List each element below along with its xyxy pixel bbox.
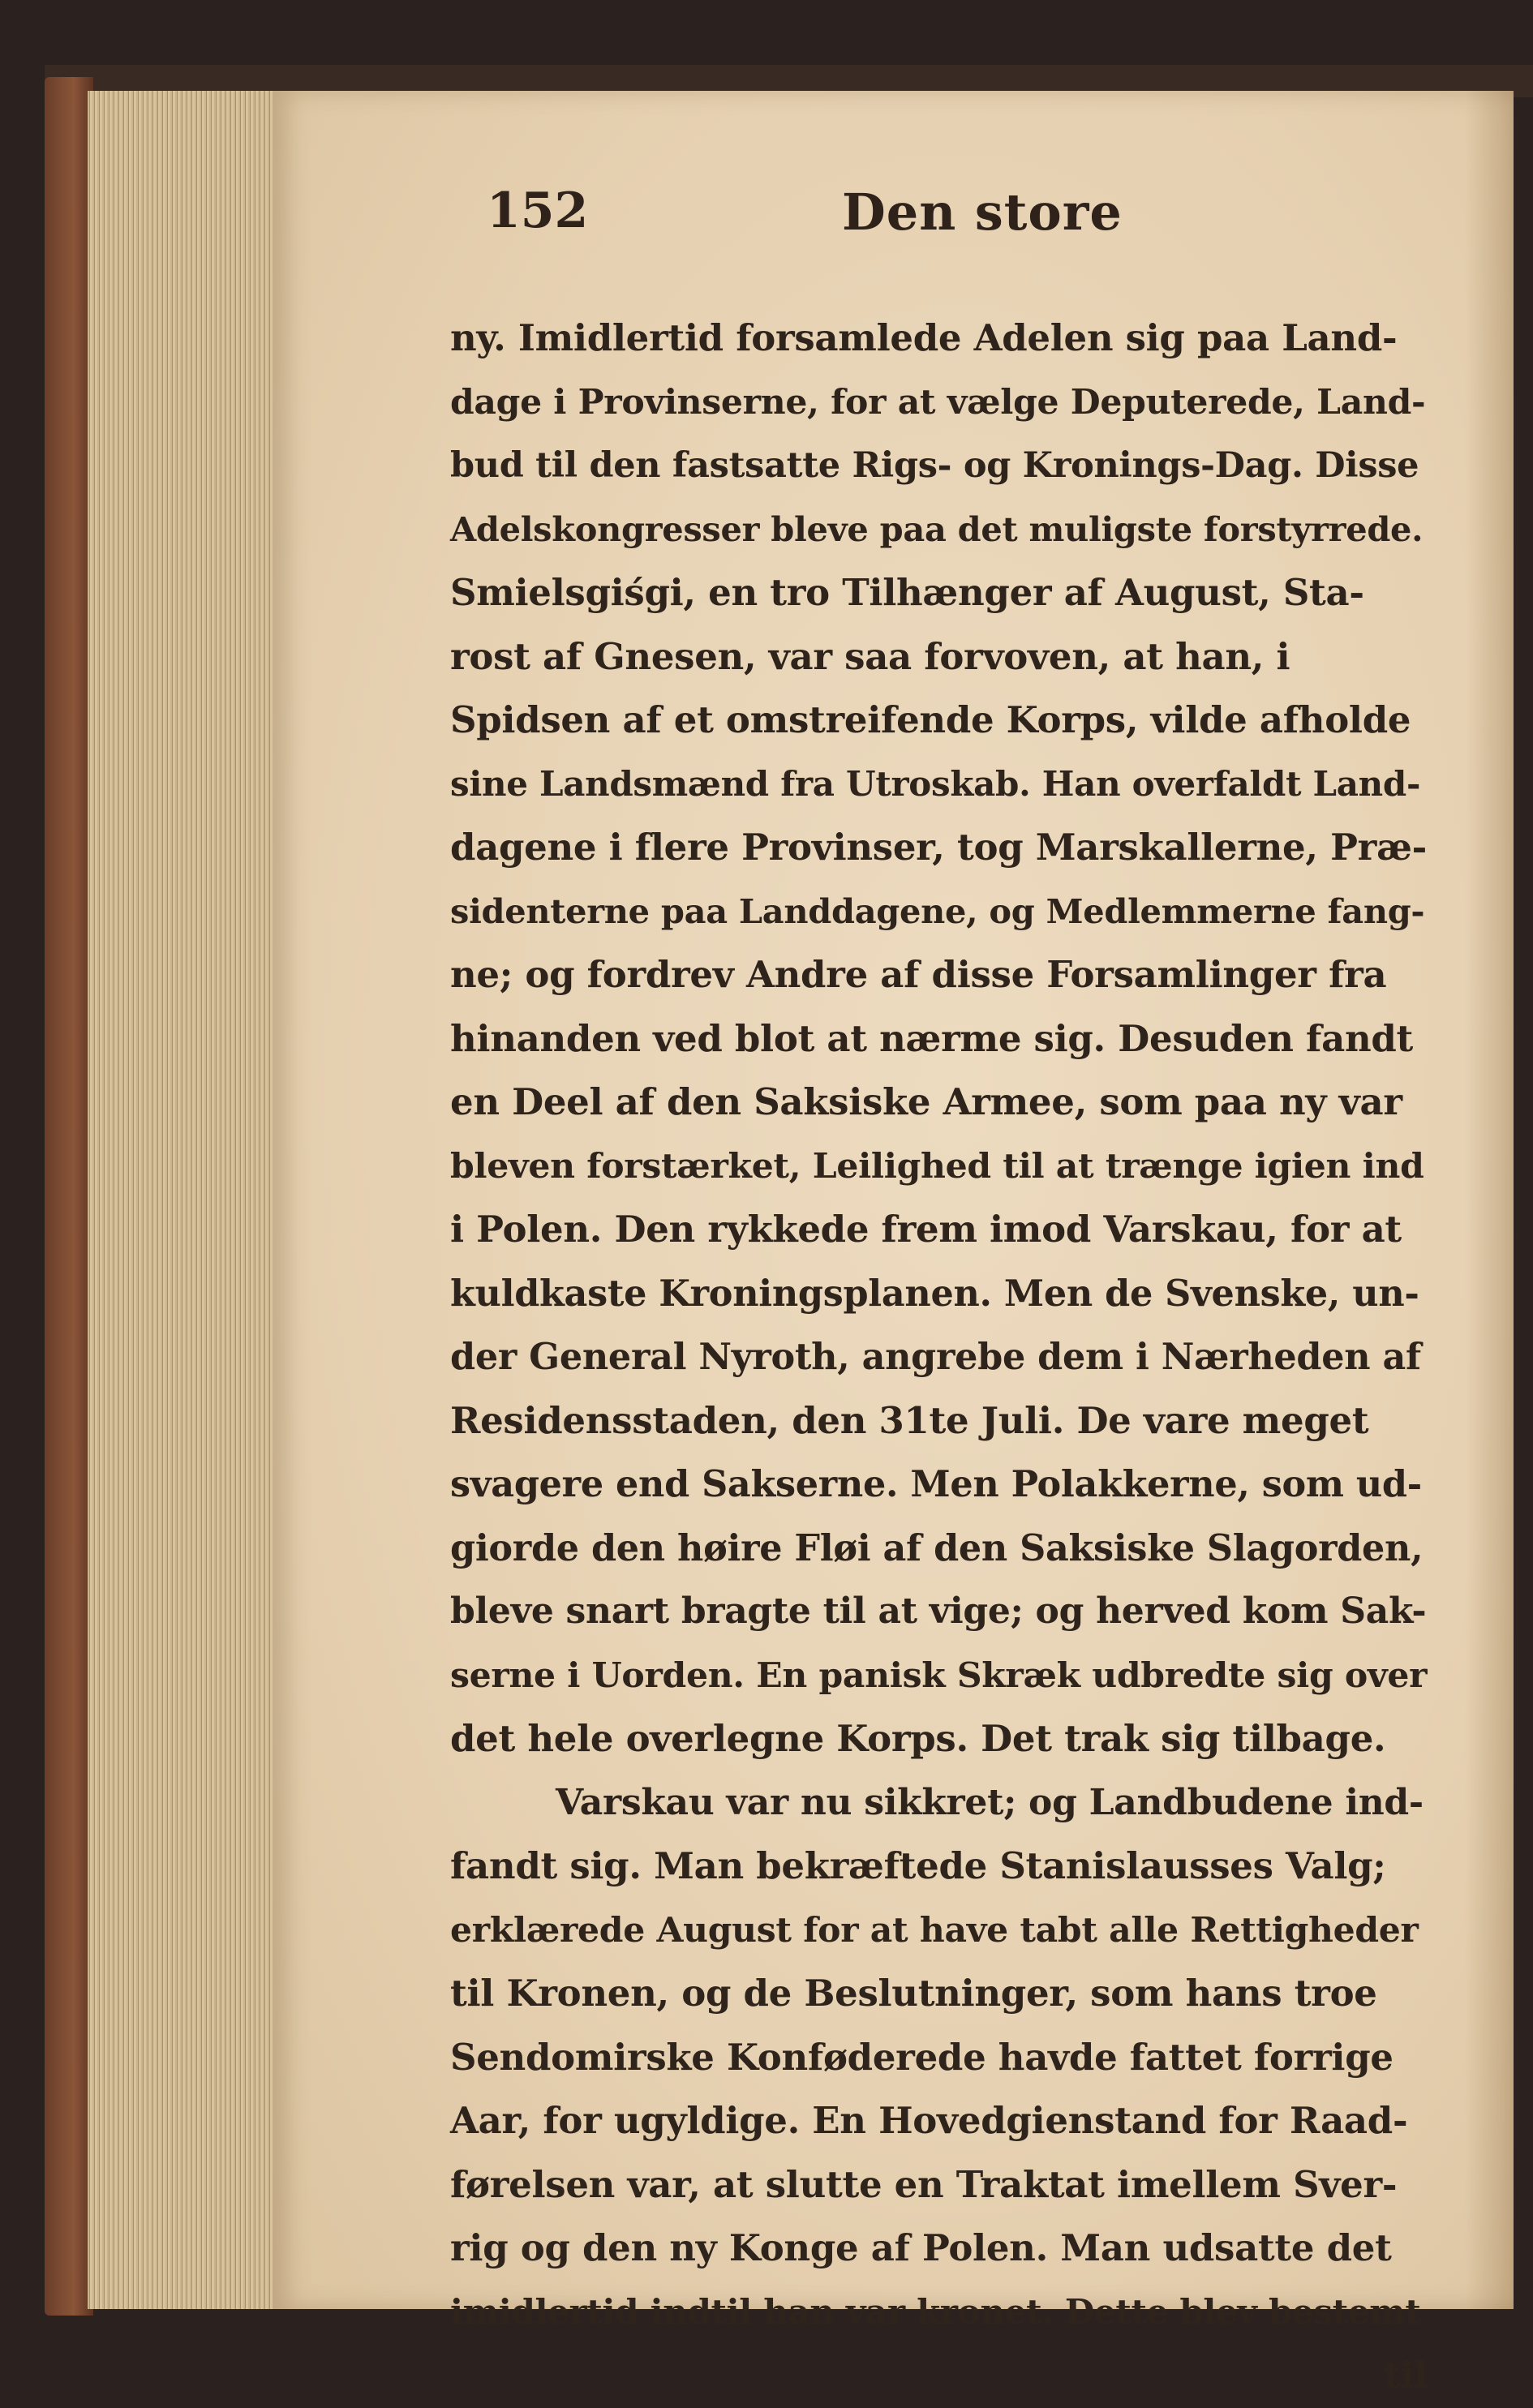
text-line: dagene i flere Provinser, tog Marskallerne, Præ- xyxy=(450,826,1428,869)
text-line: dage i Provinserne, for at vælge Deputerede, Land- xyxy=(450,381,1426,423)
running-head xyxy=(487,182,1217,255)
body-text xyxy=(450,307,1428,2408)
text-line: bleve snart bragte til at vige; og herved kom Sak- xyxy=(450,1590,1427,1632)
text-line: Smielsgiśgi, en tro Tilhænger af August, Sta- xyxy=(450,571,1364,614)
text-line: det hele overlegne Korps. Det trak sig tilbage. xyxy=(450,1717,1386,1760)
text-line: ne; og fordrev Andre af disse Forsamlinger fra xyxy=(450,953,1387,996)
running-title: Den store xyxy=(842,182,1123,242)
text-line: svagere end Sakserne. Men Polakkerne, som ud- xyxy=(450,1463,1422,1505)
text-line: en Deel af den Saksiske Armee, som paa ny var xyxy=(450,1080,1402,1123)
text-line: Aar, for ugyldige. En Hovedgienstand for Raad- xyxy=(450,2099,1408,2142)
text-line: Residensstaden, den 31te Juli. De vare meget xyxy=(450,1398,1369,1442)
text-line: førelsen var, at slutte en Traktat imellem Sver- xyxy=(450,2162,1398,2206)
text-line: Spidsen af et omstreifende Korps, vilde afholde xyxy=(450,698,1411,741)
text-line: fandt sig. Man bekræftede Stanislausses Valg; xyxy=(450,1844,1386,1887)
text-line: giorde den høire Fløi af den Saksiske Slagorden, xyxy=(450,1526,1424,1569)
text-line: hinanden ved blot at nærme sig. Desuden fandt xyxy=(450,1016,1414,1060)
text-line: erklærede August for at have tabt alle Rettigheder xyxy=(450,1909,1419,1951)
book-spine xyxy=(45,77,93,2316)
text-line: der General Nyroth, angrebe dem i Nærheden af xyxy=(450,1336,1421,1378)
page-number: 152 xyxy=(487,182,589,239)
text-line: sidenterne paa Landdagene, og Medlemmerne fang- xyxy=(450,891,1425,931)
text-line: ny. Imidlertid forsamlede Adelen sig paa Land- xyxy=(450,316,1398,359)
text-line: imidlertid indtil han var kronet. Dette blev bestemt xyxy=(450,2291,1421,2332)
page-edges xyxy=(88,91,276,2309)
text-line: sine Landsmænd fra Utroskab. Han overfaldt Land- xyxy=(450,763,1421,804)
text-line: til Kronen, og de Beslutninger, som hans troe xyxy=(450,1972,1377,2015)
text-line: rig og den ny Konge af Polen. Man udsatte det xyxy=(450,2226,1392,2269)
catchword: til xyxy=(1383,2354,1428,2397)
page-gutter-shadow xyxy=(1465,91,1514,2309)
text-line: Sendomirske Konføderede havde fattet forrige xyxy=(450,2035,1393,2079)
text-line: serne i Uorden. En panisk Skræk udbredte sig over xyxy=(450,1655,1428,1696)
text-line: bud til den fastsatte Rigs- og Kronings-Dag. Disse xyxy=(450,445,1419,486)
paragraph-start-line: Varskau var nu sikkret; og Landbudene ind- xyxy=(556,1781,1424,1823)
text-line: rost af Gnesen, var saa forvoven, at han, i xyxy=(450,634,1290,678)
text-line: i Polen. Den rykkede frem imod Varskau, for at xyxy=(450,1208,1402,1251)
text-line: bleven forstærket, Leilighed til at trænge igien ind xyxy=(450,1145,1424,1187)
text-line: Adelskongresser bleve paa det muligste forstyrrede. xyxy=(450,509,1424,549)
text-line: kuldkaste Kroningsplanen. Men de Svenske, un- xyxy=(450,1272,1419,1315)
